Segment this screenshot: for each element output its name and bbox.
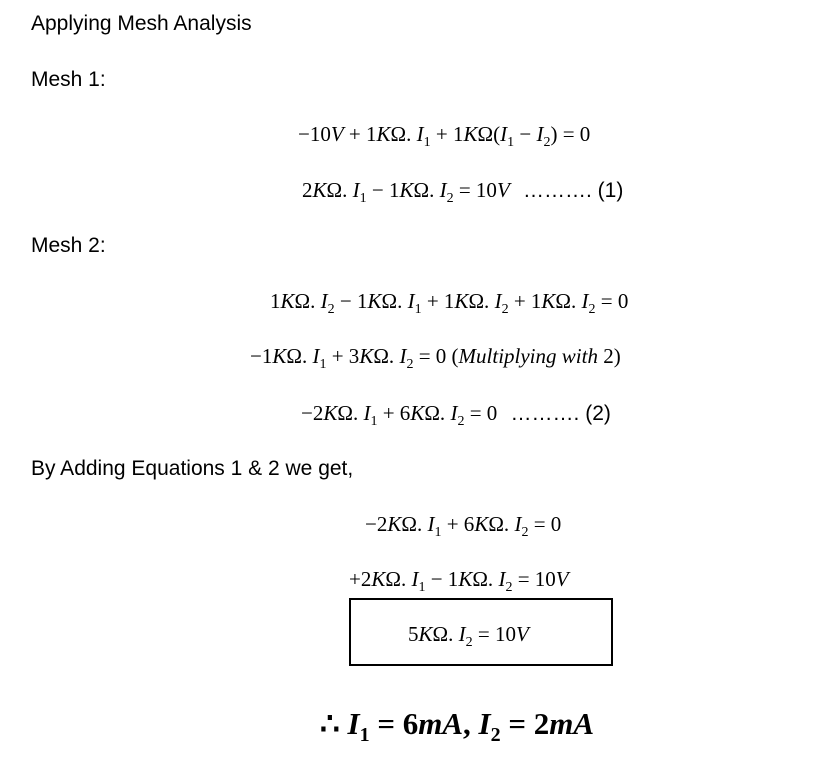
mesh2-equation-1: 1KΩ. $I_2 - 1K\Omega$. $I_1 + 1K\Omega$. $I_2 + 1K\Omega$. $I_2 = 0$: [270, 289, 629, 317]
mesh2-equation-2: −1KΩ. $I_1 + 3K\Omega$. $I_2 = 0$ (Multiplying with 2): [250, 344, 621, 372]
equation-tag-2: ………. (2): [510, 402, 611, 425]
heading: Applying Mesh Analysis: [31, 12, 252, 35]
final-answer: ∴ $I_1 = 6mA$, $I_2 = 2mA$: [320, 706, 595, 746]
mesh2-equation-3: −2KΩ. $I_1 + 6K\Omega$. $I_2 = 0$ ………. (2): [301, 401, 611, 429]
mesh1-equation-1: −10V + 1KΩ. $I_1 + 1K\Omega(I_1 - I_2) = 0$: [298, 122, 591, 150]
adding-label: By Adding Equations 1 & 2 we get,: [31, 457, 354, 480]
sum-line-1: −2KΩ. $I_1 + 6K\Omega$. $I_2 = 0$: [365, 512, 562, 540]
mesh1-label: Mesh 1:: [31, 68, 106, 91]
sum-line-2: +2KΩ. $I_1 - 1K\Omega$. $I_2 = 10V$: [349, 567, 569, 595]
mesh2-label: Mesh 2:: [31, 234, 106, 257]
sum-result: 5KΩ. $I_2 = 10V$: [408, 622, 529, 650]
equation-tag-1: ………. (1): [523, 179, 624, 202]
mesh1-equation-2: 2KΩ. $I_1 - 1K\Omega$. $I_2 = 10V$ ………. (1): [302, 178, 624, 206]
